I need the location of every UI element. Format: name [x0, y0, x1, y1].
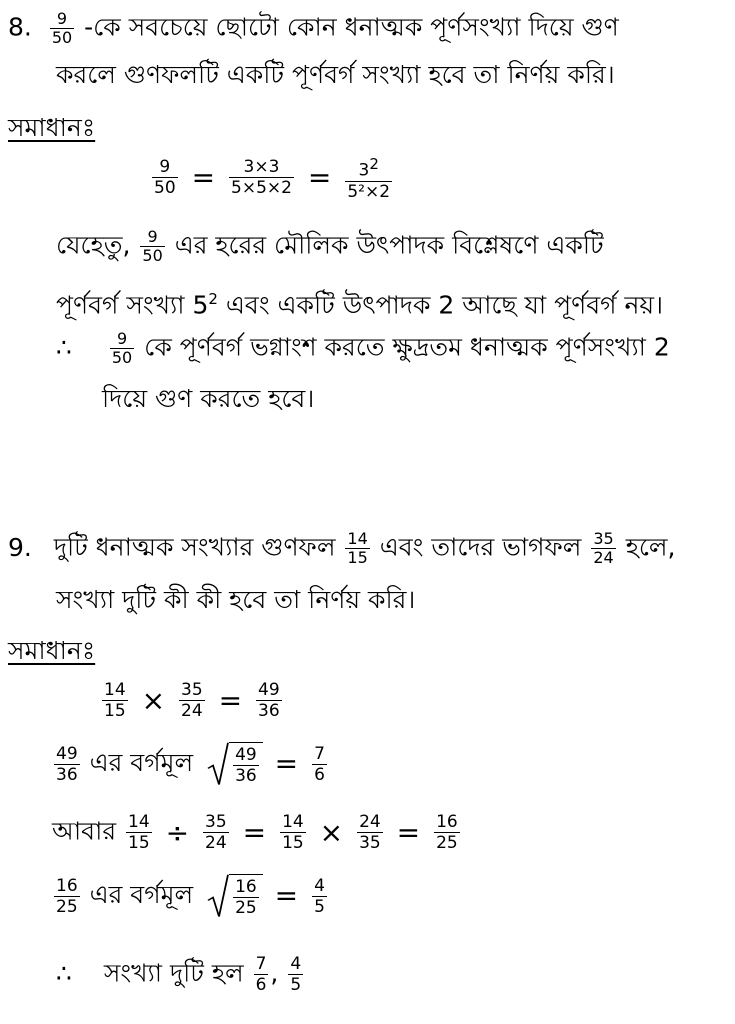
sol8-line4: ∴ $\frac{9}{50}$ কে পূর্ণবর্গ ভগ্নাংশ করতে ক্ষুদ্রতম ধনাত্মক পূর্ণসংখ্যা 2 [56, 329, 670, 367]
fraction: $\frac{9}{50}$ [154, 157, 176, 199]
fraction: $\frac{9}{50}$ [142, 227, 163, 265]
sol9-line5: ∴ সংখ্যা দুটি হল $\frac{7}{6}$ , $\frac{4}{5}$ [56, 954, 302, 995]
sol8-line2: যেহেতু, $\frac{9}{50}$ এর হরের মৌলিক উৎপাদক বিশ্লেষণে একটি [56, 227, 604, 265]
fraction: $\frac{14}{15}$ [128, 812, 150, 853]
sol9-line3: আবার $\frac{14}{15}$ ÷ $\frac{35}{24}$ = $\frac{14}{15}$ × $\frac{24}{35}$ = $\frac{16}{25}$ [52, 812, 458, 853]
sol9-line4: $\frac{16}{25}$ এর বর্গমূল $\frac{16}{25}$ = $\frac{4}{5}$ [56, 875, 325, 918]
fraction: $\frac{7}{6}$ [314, 743, 325, 785]
fraction: $\frac{7}{6}$ [255, 954, 267, 995]
equals-sign: = [396, 815, 421, 849]
fraction: $\frac{16}{25}$ [436, 812, 458, 853]
equals-sign: = [218, 683, 243, 717]
fraction: $\frac{35}{24}$ [205, 812, 227, 853]
sol9-line1 [100, 680, 284, 721]
therefore-sign: ∴ [56, 958, 72, 988]
square-root: $\frac{16}{25}$ [207, 874, 263, 918]
times-sign: × [319, 815, 344, 849]
fraction: $\frac{14}{15}$ [282, 812, 304, 853]
fraction: $\frac{3^2}{\text{5²×2}}$ [347, 155, 391, 202]
sol9-line2: $\frac{49}{36}$ এর বর্গমূল $\frac{49}{36}$ = $\frac{7}{6}$ [56, 743, 325, 786]
equals-sign: = [242, 815, 267, 849]
solution-heading-8: সমাধানঃ [8, 113, 96, 142]
equals-sign: = [307, 160, 332, 194]
fraction: $\frac{24}{35}$ [359, 812, 381, 853]
fraction: $\frac{35}{24}$ [593, 529, 614, 567]
fraction: $\frac{49}{36}$ [56, 743, 78, 785]
radical-sign-icon [207, 742, 229, 786]
fraction: $\frac{9}{50}$ [111, 329, 133, 367]
equals-sign: = [191, 160, 216, 194]
divide-sign: ÷ [165, 815, 190, 849]
fraction: $\frac{4}{5}$ [290, 954, 302, 995]
q8-number: 8. [8, 12, 32, 42]
sol8-line5: দিয়ে গুণ করতে হবে। [102, 384, 315, 413]
fraction: $\frac{49}{36}$ [258, 680, 280, 721]
q9-line2: সংখ্যা দুটি কী কী হবে তা নির্ণয় করি। [56, 585, 416, 614]
times-sign: × [141, 683, 166, 717]
equals-sign: = [274, 747, 299, 780]
radical-sign-icon [207, 874, 229, 918]
equals-sign: = [274, 879, 299, 912]
fraction: $\frac{3\times 3}{5\times 5\times 2}$ [231, 157, 292, 199]
sol8-equation [150, 154, 394, 202]
solution-heading-9: সমাধানঃ [8, 636, 96, 665]
fraction: $\frac{35}{24}$ [181, 680, 203, 721]
q8-text2: করলে গুণফলটি একটি পূর্ণবর্গ সংখ্যা হবে তা নির্ণয় করি। [56, 60, 615, 89]
q8-fraction: $\frac{9}{50}$ [51, 9, 73, 47]
fraction: $\frac{4}{5}$ [314, 875, 325, 917]
fraction: $\frac{14}{15}$ [104, 680, 126, 721]
square-root: $\frac{49}{36}$ [207, 742, 263, 786]
q8-text1: -কে সবচেয়ে ছোটো কোন ধনাত্মক পূর্ণসংখ্যা দিয়ে গুণ [84, 12, 619, 42]
q9-line1: 9. দুটি ধনাত্মক সংখ্যার গুণফল $\frac{14}{15}$ এবং তাদের ভাগফল $\frac{35}{24}$ হলে, [8, 529, 676, 567]
fraction: $\frac{14}{15}$ [347, 529, 368, 567]
q8-line1 [8, 10, 619, 47]
fraction: $\frac{16}{25}$ [56, 875, 78, 917]
sol8-line3: পূর্ণবর্গ সংখ্যা $5^2$ এবং একটি উৎপাদক 2 আছে যা পূর্ণবর্গ নয়। [56, 290, 664, 320]
q9-number: 9. [8, 532, 32, 562]
q8-line2 [56, 58, 615, 92]
therefore-sign: ∴ [56, 332, 72, 362]
